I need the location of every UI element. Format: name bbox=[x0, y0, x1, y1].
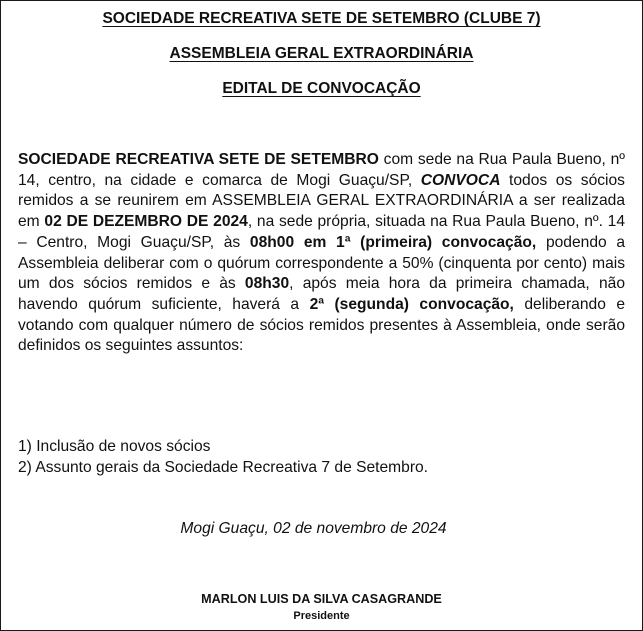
body-text-segment: podendo a Assembleia deliberar com o quórum correspondente a 50% (cinquenta por cento) mais um dos sócios remidos e às bbox=[18, 233, 626, 293]
club-name-heading: SOCIEDADE RECREATIVA SETE DE SETEMBRO (CLUBE 7) bbox=[102, 10, 541, 27]
signer-role: Presidente bbox=[293, 610, 350, 622]
assembly-title-heading: ASSEMBLEIA GERAL EXTRAORDINÁRIA bbox=[169, 45, 474, 62]
agenda-list bbox=[18, 436, 625, 478]
convocation-paragraph bbox=[18, 150, 625, 357]
convoca-emphasis-text: CONVOCA bbox=[420, 171, 501, 189]
first-call-time: 08h00 em 1ª (primeira) convocação, bbox=[249, 233, 537, 251]
agenda-item: 1) Inclusão de novos sócios bbox=[18, 438, 211, 455]
body-text-segment: , após meia hora da primeira chamada, não havendo quórum suficiente, haverá a bbox=[18, 275, 625, 313]
signer-name: MARLON LUIS DA SILVA CASAGRANDE bbox=[201, 592, 442, 606]
club-name-inline: SOCIEDADE RECREATIVA SETE DE SETEMBRO bbox=[18, 151, 379, 168]
city-date-text: Mogi Guaçu, 02 de novembro de 2024 bbox=[180, 520, 447, 537]
second-call-time: 08h30 bbox=[244, 275, 290, 293]
meeting-date: 02 DE DEZEMBRO DE 2024 bbox=[44, 213, 248, 231]
city-date-line bbox=[0, 519, 643, 539]
body-text-segment: com sede na Rua Paula Bueno, nº 14, centro, na cidade e comarca de Mogi Guaçu/SP, bbox=[18, 151, 625, 189]
body-text-segment: todos os sócios remidos a se reunirem em ASSEMBLEIA GERAL EXTRAORDINÁRIA a ser realizada em bbox=[18, 171, 625, 231]
notice-title-heading: EDITAL DE CONVOCAÇÃO bbox=[222, 80, 421, 97]
body-text-segment: , na sede própria, situada na Rua Paula Bueno, nº. 14 – Centro, Mogi Guaçu/SP, às bbox=[18, 213, 625, 251]
convoca-emphasis bbox=[421, 172, 501, 189]
second-call-label: 2ª (segunda) convocação, bbox=[309, 295, 514, 313]
agenda-item: 2) Assunto gerais da Sociedade Recreativa 7 de Setembro. bbox=[18, 459, 429, 476]
body-text-segment: deliberando e votando com qualquer número de sócios remidos presentes à Assembleia, onde serão definidos os seguintes assuntos: bbox=[18, 295, 625, 355]
